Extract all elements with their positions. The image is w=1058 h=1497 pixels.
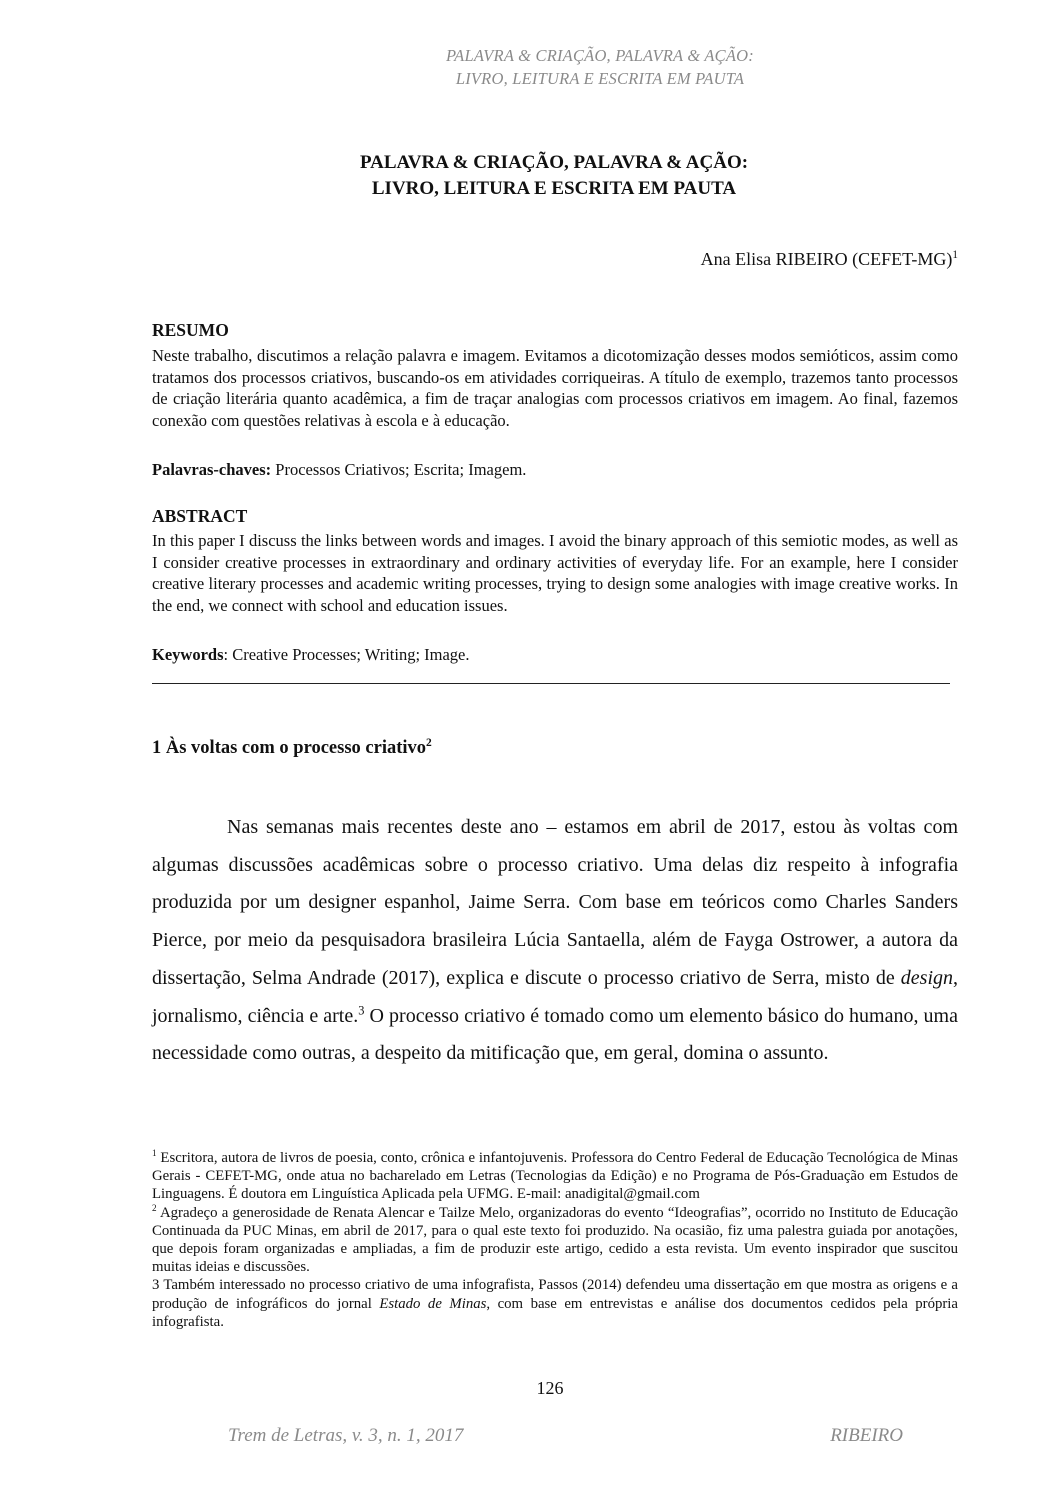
section-heading-text: 1 Às voltas com o processo criativo [152,738,427,758]
footnote-1-mark: 1 [152,1148,157,1159]
footnote-3 [152,1276,958,1331]
body-italic-design: design [900,966,953,989]
section-footnote-mark[interactable]: 2 [426,736,432,749]
footnote-2 [152,1204,958,1277]
body-text-part-3: O processo criativo é tomado como um elemento básico do humano, uma necessidade como outras, a despeito da mitificação que, em geral, domina o assunto. [152,1004,958,1065]
section-heading [152,738,432,759]
body-paragraph [152,809,958,1073]
resumo-label: RESUMO [152,320,229,340]
footer-author: RIBEIRO [830,1425,903,1446]
abstract-keywords [152,644,958,666]
footnote-3-text-2: , com base em entrevistas e análise dos documentos cedidos pela própria infografista. [152,1295,958,1330]
author-footnote-mark[interactable]: 1 [952,249,958,261]
footnote-3-italic: Estado de Minas [379,1295,487,1312]
author-name: Ana Elisa RIBEIRO (CEFET-MG) [700,249,953,269]
body-text-part-1: Nas semanas mais recentes deste ano – estamos em abril de 2017, estou às voltas com algumas discussões acadêmicas sobre o processo criativo. Uma delas diz respeito à infografia produzida por um designer espanhol, Jaime Serra. Com base em teóricos como Charles Sanders Pierce, por meio da pesquisadora brasileira Lúcia Santaella, além de Fayga Ostrower, a autora da dissertação, Selma Andrade (2017), explica e discute o processo criativo de Serra, misto de [152,816,958,989]
resumo-keywords-text: Processos Criativos; Escrita; Imagem. [275,460,527,479]
body-footnote-mark[interactable]: 3 [358,1002,365,1017]
title-line-2: LIVRO, LEITURA E ESCRITA EM PAUTA [371,178,737,199]
running-head-line-2: LIVRO, LEITURA E ESCRITA EM PAUTA [455,69,745,88]
footnotes [152,1149,958,1331]
abstract-label: ABSTRACT [152,506,248,526]
abstract-keywords-text: : Creative Processes; Writing; Image. [223,645,470,664]
footnote-2-mark: 2 [152,1202,157,1213]
footnote-1 [152,1149,958,1204]
section-divider [152,683,950,684]
abstract-text: In this paper I discuss the links between words and images. I avoid the binary approach of this semiotic modes, as well as I consider creative processes in extraordinary and ordinary activities of everyday life. For an example, here I consider creative literary processes and academic writing processes, trying to design some analogies with image creative works. In the end, we connect with school and education issues. [152,531,958,615]
footnote-1-text: Escritora, autora de livros de poesia, conto, crônica e infantojuvenis. Professora do Centro Federal de Educação Tecnológica de Minas Gerais - CEFET-MG, onde atua no bacharelado em Letras (Tecnologias da Edição) e no Programa de Pós-Graduação em Estudos de Linguagens. É doutora em Linguística Aplicada pela UFMG. E-mail: anadigital@gmail.com [152,1150,958,1203]
footer-journal: Trem de Letras, v. 3, n. 1, 2017 [228,1425,464,1446]
resumo-text: Neste trabalho, discutimos a relação palavra e imagem. Evitamos a dicotomização desses modos semióticos, assim como tratamos dos processos criativos, buscando-os em atividades corriqueiras. A título de exemplo, trazemos tanto processos de criação literária quanto acadêmica, a fim de traçar analogias com processos criativos em imagem. Ao final, fazemos conexão com questões relativas à escola e à educação. [152,346,958,430]
resumo-keywords [152,459,958,481]
footnote-2-text: Agradeço a generosidade de Renata Alencar e Tailze Melo, organizadoras do evento “Ideografias”, ocorrido no Instituto de Educação Continuada da PUC Minas, em abril de 2017, para o qual este texto foi produzido. Na ocasião, fiz uma palestra guiada por anotações, que depois foram organizadas e ampliadas, a fim de produzir este artigo, cedido a esta revista. Um evento inspirador que suscitou muitas ideias e discussões. [152,1204,958,1276]
body-text-part-2: , jornalismo, ciência e arte. [152,966,958,1027]
page-number: 126 [536,1378,564,1398]
body-paragraph-1 [152,809,958,1073]
author-line [701,249,958,270]
footnote-3-text-1: 3 Também interessado no processo criativo de uma infografista, Passos (2014) defendeu uma dissertação em que mostra as origens e a produção de infográficos do jornal [152,1277,958,1312]
abstract-keywords-label: Keywords [152,645,224,664]
title-line-1: PALAVRA & CRIAÇÃO, PALAVRA & AÇÃO: [359,152,749,173]
running-head-line-1: PALAVRA & CRIAÇÃO, PALAVRA & AÇÃO: [446,46,754,65]
article-title [150,150,958,202]
resumo-keywords-label: Palavras-chaves: [152,460,272,479]
running-head [300,44,900,90]
